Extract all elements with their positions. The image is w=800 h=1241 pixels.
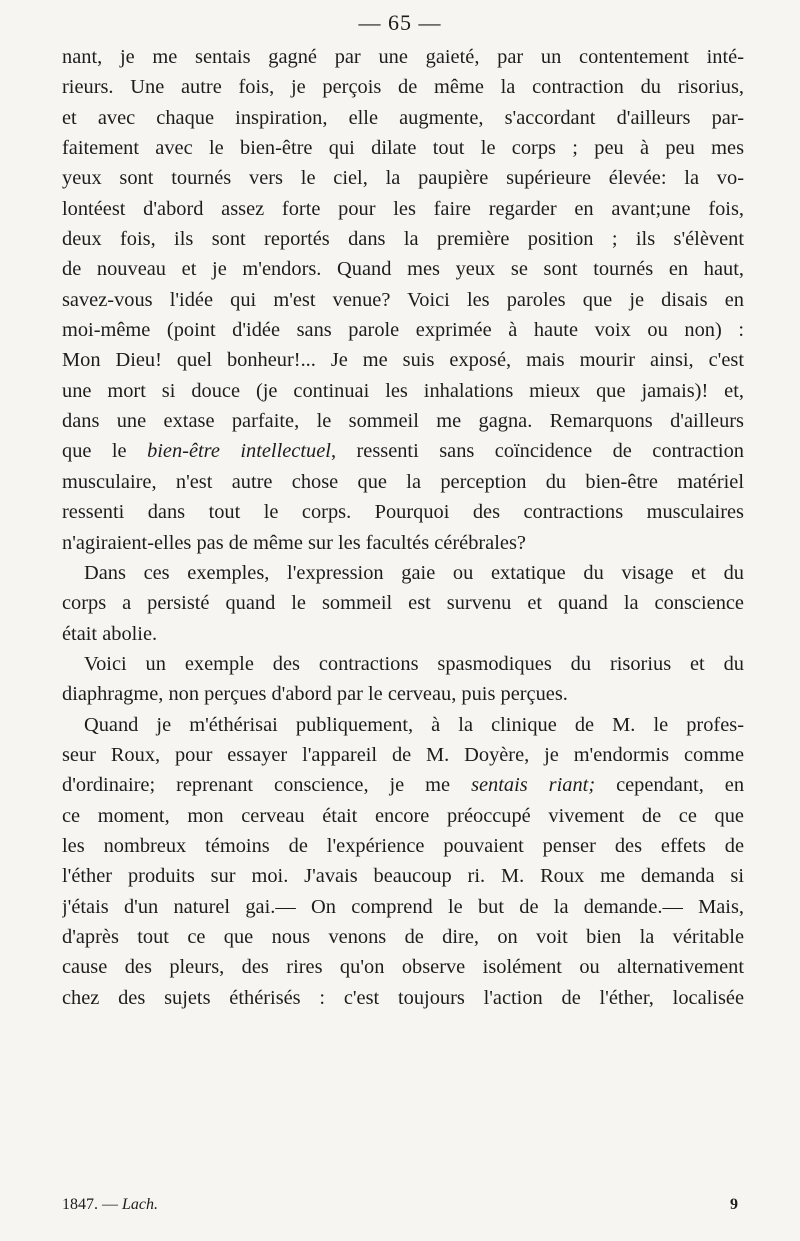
page-footer [62,1195,744,1215]
text-line [62,770,744,800]
text-line: les nombreux témoins de l'expérience pouvaient penser des effets de [62,834,744,857]
text-line [62,436,744,466]
text-line: rieurs. Une autre fois, je perçois de même la contraction du risorius, [62,76,744,99]
text-line: Voici un exemple des contractions spasmodiques du risorius et du [84,652,744,675]
text-line: deux fois, ils sont reportés dans la première position ; ils s'élèvent [62,228,744,251]
gathering-mark: 9 [730,1196,738,1213]
text-line: diaphragme, non perçues d'abord par le cerveau, puis perçues. [62,683,568,706]
text-line: seur Roux, pour essayer l'appareil de M. Doyère, je m'endormis comme [62,743,744,766]
text-line: d'après tout ce que nous venons de dire, on voit bien la véritable [62,925,744,948]
text-line: l'éther produits sur moi. J'avais beaucoup ri. M. Roux me demanda si [62,865,744,888]
text-line: nant, je me sentais gagné par une gaieté, par un contentement inté- [62,46,744,68]
text-line: corps a persisté quand le sommeil est survenu et quand la conscience [62,592,744,615]
text-line: Mon Dieu! quel bonheur!... Je me suis exposé, mais mourir ainsi, c'est [62,349,744,372]
body-text [62,42,744,1013]
text-line: était abolie. [62,622,158,645]
text-line: une mort si douce (je continuai les inhalations mieux que jamais)! et, [62,379,744,402]
text-line: ressenti dans tout le corps. Pourquoi des contractions musculaires [62,501,744,524]
signature-name: Lach. [122,1196,158,1213]
text-line: Quand je m'éthérisai publiquement, à la clinique de M. le profes- [84,713,744,736]
text-line: dans une extase parfaite, le sommeil me gagna. Remarquons d'ailleurs [62,410,744,433]
text-line: Dans ces exemples, l'expression gaie ou extatique du visage et du [84,561,744,584]
text-line: j'étais d'un naturel gai.— On comprend le but de la demande.— Mais, [62,895,744,918]
signature-year: 1847. — [62,1196,122,1213]
text-line: n'agiraient-elles pas de même sur les facultés cérébrales? [62,531,526,554]
text-segment: cependant, en [595,774,744,797]
text-line: musculaire, n'est autre chose que la perception du bien-être matériel [62,470,744,493]
printer-signature [62,1195,158,1215]
italic-segment: bien-être intellectuel [147,440,331,463]
text-segment: , ressenti sans coïncidence de contraction [330,440,744,463]
text-line: cause des pleurs, des rires qu'on observe isolément ou alternativement [62,956,744,979]
text-line: moi-même (point d'idée sans parole exprimée à haute voix ou non) : [62,319,744,342]
text-line: savez-vous l'idée qui m'est venue? Voici les paroles que je disais en [62,288,744,311]
italic-segment: sentais riant; [471,774,596,797]
text-line: lontéest d'abord assez forte pour les faire regarder en avant;une fois, [62,197,744,220]
text-line: ce moment, mon cerveau était encore préoccupé vivement de ce que [62,804,744,827]
text-line: de nouveau et je m'endors. Quand mes yeux se sont tournés en haut, [62,258,744,281]
page-number: — 65 — [358,10,442,35]
text-line: faitement avec le bien-être qui dilate tout le corps ; peu à peu mes [62,137,744,160]
text-line: et avec chaque inspiration, elle augmente, s'accordant d'ailleurs par- [62,106,744,129]
text-segment: d'ordinaire; reprenant conscience, je me [62,774,472,797]
text-segment: que le [62,440,148,463]
text-line: yeux sont tournés vers le ciel, la paupière supérieure élevée: la vo- [62,167,744,190]
text-line: chez des sujets éthérisés : c'est toujours l'action de l'éther, localisée [62,986,744,1009]
